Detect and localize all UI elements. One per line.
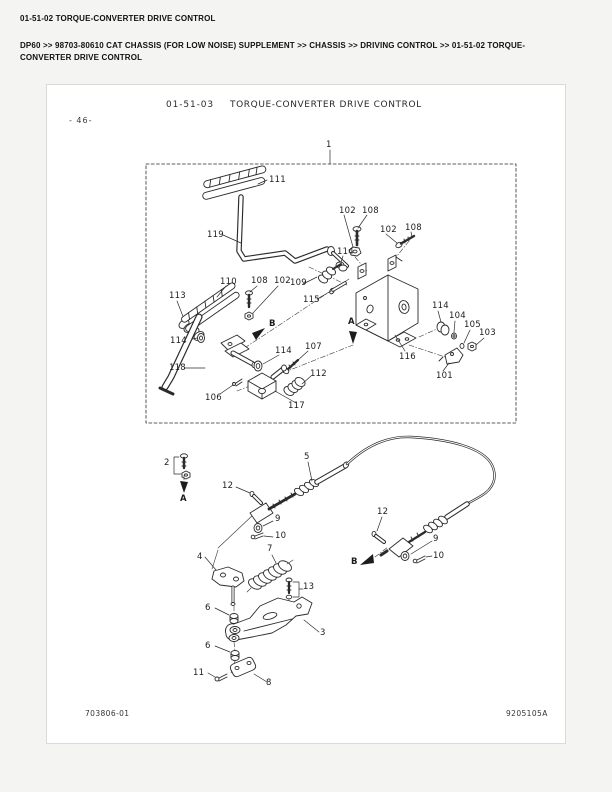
view-arrow-b-lower — [360, 554, 374, 565]
nut-103 — [468, 342, 476, 351]
pedal-pad-111 — [199, 165, 269, 200]
bolt-2 — [181, 454, 191, 479]
cable-adjuster-right — [381, 515, 449, 557]
ring-114-b — [198, 334, 205, 343]
bushing-114-d — [437, 322, 449, 335]
sheet-section-code: 01-51-03 — [166, 100, 215, 110]
part-label-116: 116 — [399, 352, 416, 362]
washer-104 — [452, 333, 457, 339]
cotter-pin-106 — [233, 379, 243, 386]
manual-sheet — [46, 84, 566, 744]
part-label-113: 113 — [169, 291, 186, 301]
nut-102-a — [349, 247, 361, 256]
bolt-108-c — [246, 291, 253, 307]
part-label-7: 7 — [267, 544, 273, 554]
part-label-102: 102 — [339, 206, 356, 216]
part-label-114: 114 — [170, 336, 187, 346]
part-label-4: 4 — [197, 552, 203, 562]
view-arrow-b-upper — [252, 328, 265, 340]
part-label-101: 101 — [436, 371, 453, 381]
part-label-9: 9 — [275, 514, 281, 524]
bracket-116 — [356, 255, 418, 347]
part-label-114: 114 — [432, 301, 449, 311]
pedal-arm-119 — [239, 197, 327, 261]
pin-12-right — [372, 531, 384, 542]
part-label-109: 109 — [290, 278, 307, 288]
part-label-114: 114 — [275, 346, 292, 356]
exploded-parts-diagram — [47, 85, 567, 745]
part-label-9: 9 — [433, 534, 439, 544]
part-label-6: 6 — [205, 603, 211, 613]
view-label-B: B — [269, 319, 276, 329]
part-label-2: 2 — [164, 458, 170, 468]
pedal-pad-110 — [179, 282, 242, 333]
part-label-12: 12 — [377, 507, 389, 517]
plate-3 — [225, 597, 312, 642]
part-label-102: 102 — [274, 276, 291, 286]
pin-115 — [329, 283, 345, 295]
part-label-108: 108 — [362, 206, 379, 216]
part-label-107: 107 — [305, 342, 322, 352]
part-label-118: 118 — [169, 363, 186, 373]
part-label-8: 8 — [266, 678, 272, 688]
part-label-111: 111 — [269, 175, 286, 185]
part-label-105: 105 — [464, 320, 481, 330]
part-label-114: 114 — [337, 247, 354, 257]
washer-9-left — [254, 524, 262, 533]
bushing-6-upper — [230, 614, 238, 624]
view-arrow-a-lower — [180, 481, 188, 493]
part-label-1: 1 — [326, 140, 332, 150]
view-label-B: B — [351, 557, 358, 567]
clip-10-right — [413, 556, 425, 563]
sheet-page-number: - 46- — [69, 116, 93, 125]
bolt-108-a — [353, 227, 361, 245]
bushing-6-lower — [231, 651, 239, 661]
pin-12-left — [250, 491, 261, 503]
part-label-119: 119 — [207, 230, 224, 240]
part-label-6: 6 — [205, 641, 211, 651]
part-label-115: 115 — [303, 295, 320, 305]
view-label-A: A — [348, 317, 355, 327]
part-label-117: 117 — [288, 401, 305, 411]
part-label-12: 12 — [222, 481, 234, 491]
drawing-number-left: 703806-01 — [85, 709, 130, 718]
lever-4 — [212, 567, 244, 606]
breadcrumb: DP60 >> 98703-80610 CAT CHASSIS (FOR LOW NOISE) SUPPLEMENT >> CHASSIS >> DRIVING CONTROL >> 01-51-02 TORQUE-CONVERTER DRIVE CONTROL — [20, 41, 526, 62]
part-label-10: 10 — [275, 531, 287, 541]
part-label-104: 104 — [449, 311, 466, 321]
part-label-112: 112 — [310, 369, 327, 379]
spring-112 — [282, 376, 307, 398]
part-label-11: 11 — [193, 668, 205, 678]
part-label-103: 103 — [479, 328, 496, 338]
drawing-number-right: 9205105A — [506, 709, 548, 718]
part-label-10: 10 — [433, 551, 445, 561]
part-label-108: 108 — [405, 223, 422, 233]
bolt-13 — [286, 578, 292, 599]
plate-101 — [439, 348, 463, 364]
part-label-108: 108 — [251, 276, 268, 286]
ring-105 — [460, 344, 464, 349]
part-label-3: 3 — [320, 628, 326, 638]
spring-7 — [247, 559, 294, 592]
cotter-pin-11 — [215, 674, 227, 681]
view-arrow-a-upper — [349, 331, 357, 344]
ring-114-c — [254, 361, 262, 371]
part-label-5: 5 — [304, 452, 310, 462]
part-label-110: 110 — [220, 277, 237, 287]
document-header-title: 01-51-02 TORQUE-CONVERTER DRIVE CONTROL — [20, 14, 216, 23]
clip-10-left — [251, 533, 263, 539]
nut-102-c — [245, 312, 253, 320]
part-label-102: 102 — [380, 225, 397, 235]
pivot-bracket — [221, 335, 256, 368]
washer-9-right — [401, 552, 409, 561]
sheet-title: TORQUE-CONVERTER DRIVE CONTROL — [230, 100, 422, 110]
part-label-106: 106 — [205, 393, 222, 403]
spring-bolt-109 — [317, 264, 341, 285]
view-label-A: A — [180, 494, 187, 504]
part-label-13: 13 — [303, 582, 315, 592]
